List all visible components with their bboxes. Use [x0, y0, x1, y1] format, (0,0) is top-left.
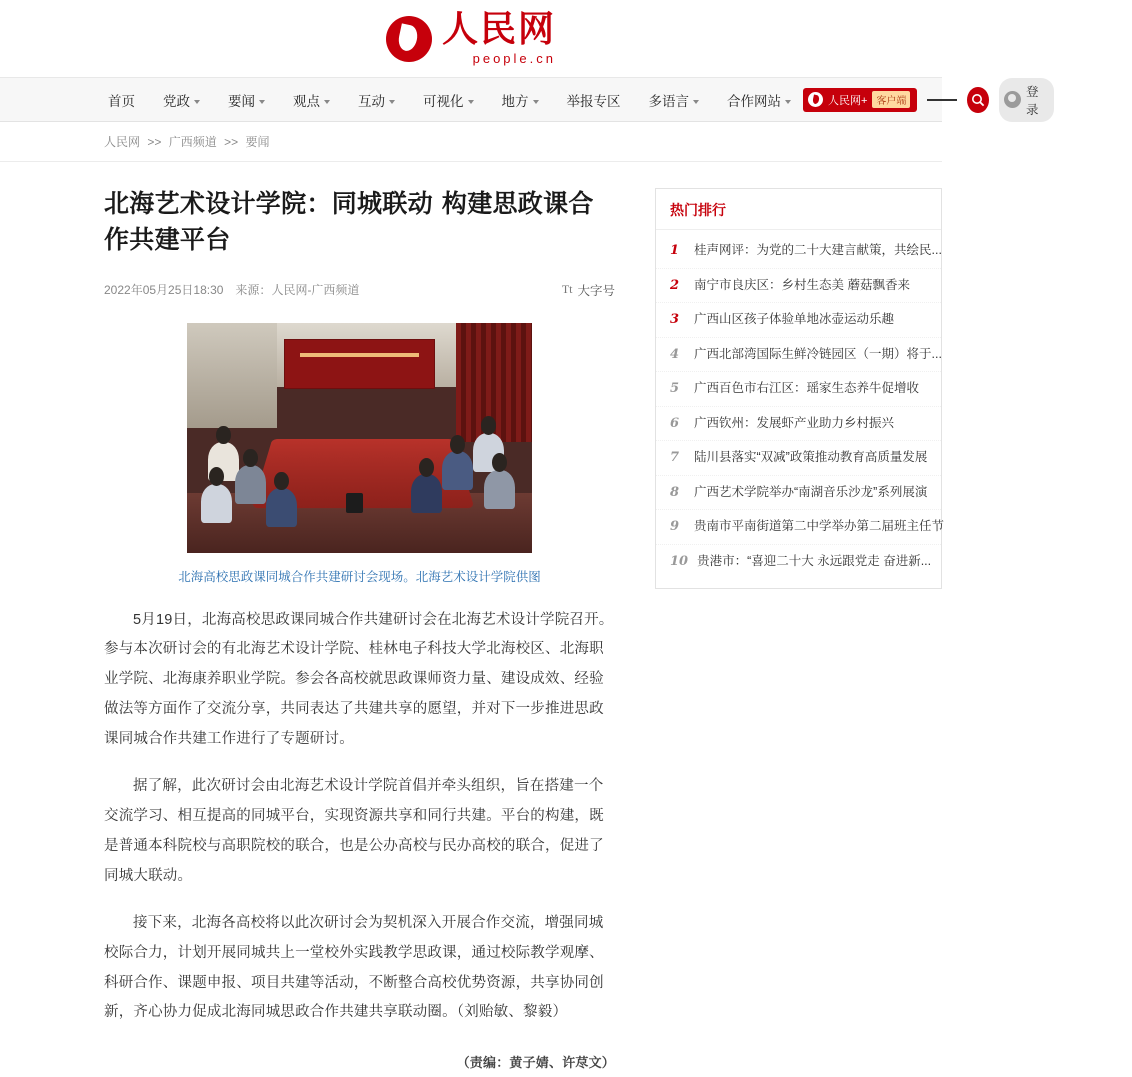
chevron-down-icon — [468, 100, 474, 104]
nav-item-label: 党政 — [163, 93, 190, 109]
rank-title: 桂声网评：为党的二十大建言献策，共绘民... — [694, 243, 942, 257]
nav-item-yaowen[interactable] — [216, 86, 277, 114]
app-badge-pill: 客户端 — [872, 91, 910, 108]
page-title: 北海艺术设计学院：同城联动 构建思政课合作共建平台 — [104, 189, 594, 255]
nav-item-label: 要闻 — [228, 93, 255, 109]
nav-item-keshihua[interactable] — [411, 86, 486, 114]
rank-title: 贵港市：“喜迎二十大 永远跟党走 奋进新... — [697, 553, 932, 568]
hamburger-line — [937, 99, 947, 101]
rank-number: 8 — [670, 484, 680, 500]
nav-item-label: 合作网站 — [727, 93, 781, 109]
nav-item-list — [96, 86, 803, 114]
nav-item-label: 观点 — [293, 93, 320, 109]
hamburger-line — [947, 99, 957, 101]
breadcrumb-item-yaowen[interactable]: 要闻 — [245, 135, 270, 149]
site-logo[interactable] — [386, 9, 556, 66]
rank-title: 广西山区孩子体验单地冰壶运动乐趣 — [694, 312, 895, 326]
list-item[interactable] — [656, 234, 941, 269]
article-paragraph: 接下来，北海各高校将以此次研讨会为契机深入开展合作交流，增强同城校际合力，计划开展同城共上一堂校外实践教学思政课，通过校际教学观摩、科研合作、课题申报、项目共建等活动，不断整合高校优势资源，共享协同创新，齐心协力促成北海同城思政合作共建共享联动圈。（刘贻敏、黎毅） — [104, 915, 604, 1021]
rank-title: 贵南市平南街道第二中学举办第二届班主任节 — [694, 519, 945, 533]
hot-ranking-panel — [655, 188, 945, 589]
figure-caption: 北海高校思政课同城合作共建研讨会现场。北海艺术设计学院供图 — [178, 569, 541, 584]
article-editor-line: （责编：黄子婧、许荩文） — [456, 1055, 615, 1071]
list-item[interactable] — [656, 303, 941, 338]
breadcrumb-separator: >> — [147, 135, 162, 149]
nav-utility-area — [803, 78, 1132, 122]
article-photo — [187, 323, 532, 553]
photo-person — [266, 488, 297, 527]
site-logo-en: people.cn — [472, 51, 556, 66]
breadcrumb-bar — [0, 122, 942, 162]
article-paragraph: 据了解，此次研讨会由北海艺术设计学院首倡并牵头组织，旨在搭建一个交流学习、相互提高的同城平台，实现资源共享和同行共建。平台的构建，既是普通本科院校与高职院校的联合，也是公办高校与民办高校的联合，促进了同城大联动。 — [104, 778, 604, 884]
list-item[interactable] — [656, 269, 941, 304]
site-header — [0, 0, 942, 78]
photo-person — [201, 484, 232, 523]
photo-wall — [187, 323, 277, 429]
app-download-badge[interactable] — [803, 88, 917, 112]
rank-number: 10 — [670, 553, 689, 569]
nav-item-jubaozhuanqu[interactable] — [555, 86, 633, 114]
nav-item-label: 可视化 — [423, 93, 464, 109]
hot-ranking-title: 热门排行 — [656, 189, 941, 230]
breadcrumb-separator: >> — [224, 135, 239, 149]
list-item[interactable] — [656, 476, 941, 511]
photo-person — [442, 451, 473, 490]
rank-number: 7 — [670, 450, 680, 465]
photo-person — [235, 465, 266, 504]
rank-title: 南宁市良庆区：乡村生态美 蘑菇飘香来 — [694, 277, 910, 292]
breadcrumb-item-people[interactable]: 人民网 — [104, 135, 141, 149]
article-source-value: 人民网-广西频道 — [271, 283, 360, 297]
main-navigation — [0, 78, 1039, 122]
chevron-down-icon — [259, 100, 265, 104]
hamburger-menu-icon[interactable] — [927, 87, 957, 113]
chevron-down-icon — [194, 100, 200, 104]
rank-title: 广西艺术学院举办“南湖音乐沙龙”系列展演 — [694, 484, 928, 499]
rank-title: 陆川县落实“双减”政策推动教育高质量发展 — [694, 450, 928, 464]
rank-title: 广西百色市右江区：瑶家生态养牛促增收 — [694, 381, 920, 395]
photo-person — [484, 470, 515, 509]
page-body — [0, 162, 945, 1077]
photo-banner — [284, 339, 436, 390]
list-item[interactable] — [656, 545, 941, 579]
chevron-down-icon — [785, 100, 791, 104]
rank-number: 9 — [670, 519, 680, 534]
font-size-toggle[interactable] — [562, 281, 615, 299]
user-avatar-icon — [1004, 91, 1021, 108]
list-item[interactable] — [656, 510, 945, 545]
list-item[interactable] — [656, 372, 941, 407]
article-paragraph: 5月19日，北海高校思政课同城合作共建研讨会在北海艺术设计学院召开。参与本次研讨会的有北海艺术设计学院、桂林电子科技大学北海校区、北海职业学院、北海康养职业学院。参会各高校就思政课师资力量、建设成效、经验做法等方面作了交流分享，共同表达了共建共享的愿望，并对下一步推进思政课同城合作共建工作进行了专题研讨。 — [104, 611, 614, 747]
login-button[interactable] — [999, 78, 1054, 122]
hot-ranking-list — [656, 230, 945, 588]
list-item[interactable] — [656, 441, 941, 476]
nav-item-hezuowangzhan[interactable] — [715, 86, 803, 114]
sidebar-column — [655, 162, 945, 1077]
rank-number: 4 — [670, 346, 680, 362]
login-label: 登录 — [1025, 84, 1039, 117]
photo-microphone — [346, 493, 363, 514]
article-column — [0, 162, 655, 1077]
nav-item-hudong[interactable] — [346, 86, 407, 114]
article-meta — [104, 281, 615, 305]
text-size-icon: Tt — [561, 282, 573, 296]
search-icon[interactable] — [967, 87, 989, 113]
rank-number: 6 — [670, 415, 680, 431]
rank-number: 3 — [670, 312, 680, 327]
article-meta-left — [104, 281, 359, 298]
chevron-down-icon — [533, 100, 539, 104]
photo-banner-text — [300, 353, 420, 356]
app-badge-text: 人民网+ — [828, 94, 868, 107]
nav-item-duoyuyan[interactable] — [637, 86, 712, 114]
nav-item-difang[interactable] — [490, 86, 551, 114]
nav-item-label: 地方 — [501, 93, 529, 109]
nav-item-label: 多语言 — [648, 93, 689, 109]
article-figure — [104, 323, 615, 588]
rank-number: 5 — [670, 381, 680, 396]
article-source-label: 来源： — [235, 283, 272, 297]
nav-item-guandian[interactable] — [281, 86, 342, 114]
rank-number: 1 — [670, 243, 680, 258]
chevron-down-icon — [324, 100, 330, 104]
chevron-down-icon — [389, 100, 395, 104]
article-source — [235, 281, 359, 298]
nav-item-label: 首页 — [108, 93, 135, 109]
chevron-down-icon — [693, 100, 699, 104]
breadcrumb-item-guangxi[interactable]: 广西频道 — [168, 135, 217, 149]
photo-person — [411, 474, 442, 513]
nav-item-label: 举报专区 — [566, 93, 621, 109]
people-cn-flame-logo-icon — [386, 16, 432, 62]
list-item[interactable] — [656, 407, 941, 442]
site-logo-cn: 人民网 — [441, 9, 556, 50]
nav-item-label: 互动 — [358, 93, 385, 109]
nav-item-home[interactable] — [96, 86, 147, 114]
rank-number: 2 — [670, 277, 680, 293]
article-body — [104, 606, 615, 1077]
list-item[interactable] — [656, 338, 941, 373]
article-date: 2022年05月25日18:30 — [104, 283, 224, 297]
nav-item-dangzheng[interactable] — [151, 86, 212, 114]
rank-title: 广西北部湾国际生鲜冷链园区（一期）将于... — [694, 346, 942, 361]
hamburger-line — [927, 99, 937, 101]
font-size-label: 大字号 — [577, 283, 615, 298]
people-cn-flame-logo-icon — [808, 92, 823, 107]
rank-title: 广西钦州：发展虾产业助力乡村振兴 — [694, 415, 895, 430]
breadcrumb — [104, 133, 942, 150]
